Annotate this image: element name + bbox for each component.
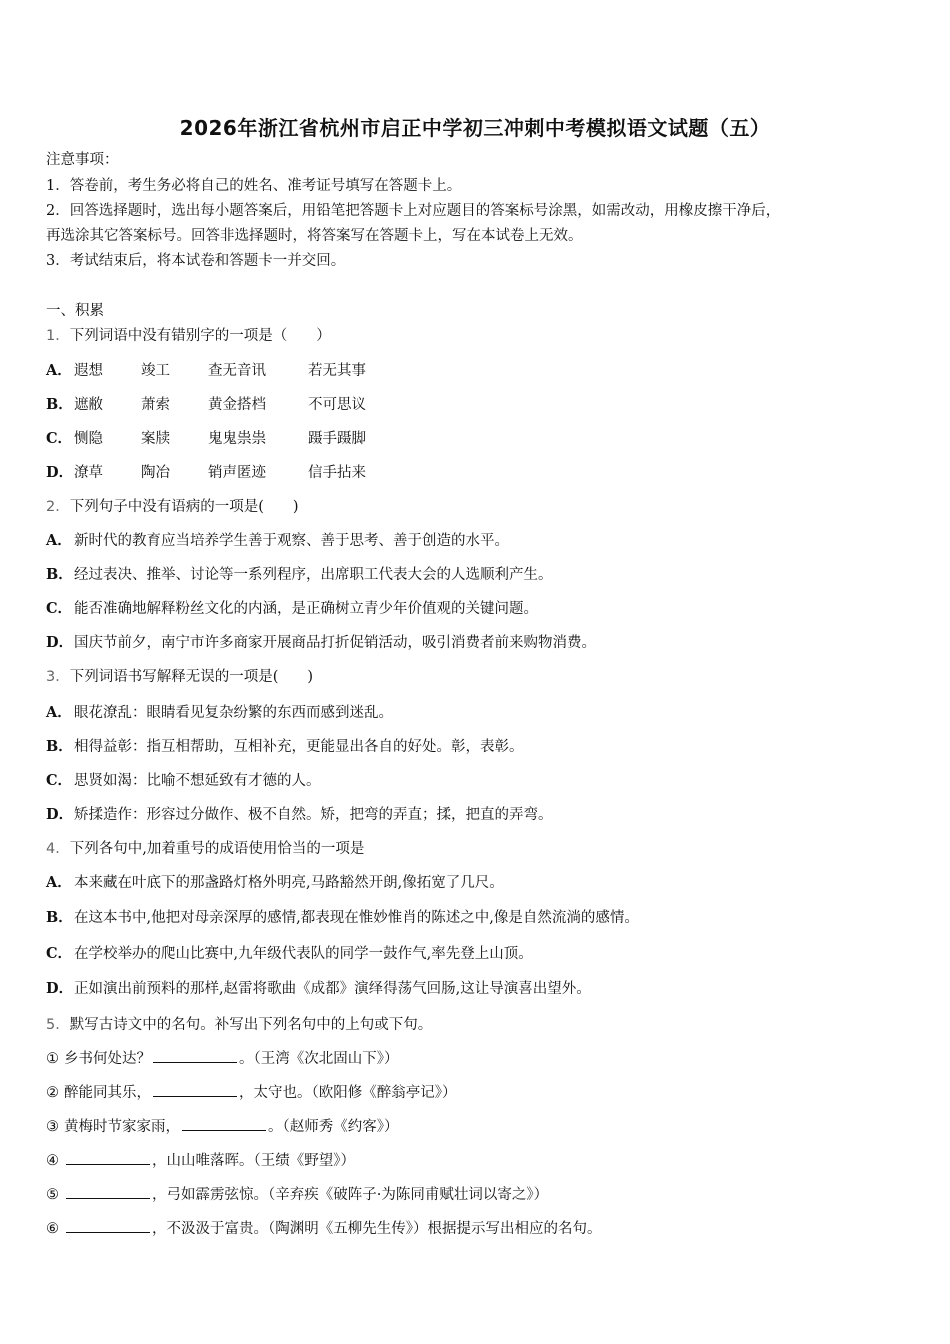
option-text: 眼花潦乱：眼睛看见复杂纷繁的东西而感到迷乱。 [74, 705, 393, 721]
option-word: 若无其事 [308, 363, 366, 379]
item-before: 黄梅时节家家雨， [64, 1119, 180, 1135]
option-letter: C． [46, 600, 73, 617]
option-word: 遮敝 [74, 397, 103, 413]
option-word: 鬼鬼祟祟 [208, 431, 266, 447]
section-heading: 一、积累 [46, 303, 104, 319]
question-1 [46, 326, 906, 346]
option-word: 潦草 [74, 465, 103, 481]
option-letter: C． [46, 772, 73, 789]
item-marker: ⑤ [46, 1187, 59, 1203]
option-text: 思贤如渴：比喻不想延致有才德的人。 [74, 773, 321, 789]
q3-option-a [46, 703, 906, 723]
q5-item-1 [46, 1048, 906, 1069]
option-word: 黄金搭档 [208, 397, 266, 413]
option-text: 国庆节前夕，南宁市许多商家开展商品打折促销活动，吸引消费者前来购物消费。 [74, 635, 596, 651]
option-word: 恻隐 [74, 431, 103, 447]
option-letter: A． [46, 704, 72, 721]
answer-blank[interactable] [66, 1184, 150, 1199]
q1-option-b [46, 395, 906, 415]
option-letter: A． [46, 362, 72, 379]
option-letter: B． [46, 738, 73, 755]
answer-blank[interactable] [153, 1048, 237, 1063]
question-text: 默写古诗文中的名句。补写出下列名句中的上句或下句。 [69, 1017, 433, 1033]
q2-option-b [46, 565, 906, 585]
item-before: 乡书何处达？ [64, 1051, 151, 1067]
q1-option-a [46, 361, 906, 381]
option-word: 遐想 [74, 363, 103, 379]
option-text: 能否准确地解释粉丝文化的内涵，是正确树立青少年价值观的关键问题。 [74, 601, 538, 617]
item-after: ，山山唯落晖。（王绩《野望》） [152, 1153, 355, 1169]
question-5 [46, 1015, 906, 1035]
answer-blank[interactable] [182, 1116, 266, 1131]
option-text: 在学校举办的爬山比赛中,九年级代表队的同学一鼓作气,率先登上山顶。 [74, 946, 533, 962]
notice-item-3: 3．考试结束后，将本试卷和答题卡一并交回。 [46, 253, 346, 269]
q5-item-3 [46, 1116, 906, 1137]
option-letter: C． [46, 945, 73, 962]
item-after: ，太守也。（欧阳修《醉翁亭记》） [239, 1085, 457, 1101]
q4-option-c [46, 944, 906, 964]
option-letter: D． [46, 464, 74, 481]
option-letter: A． [46, 874, 72, 891]
option-letter: D． [46, 980, 74, 997]
option-text: 正如演出前预料的那样,赵雷将歌曲《成都》演绎得荡气回肠,这让导演喜出望外。 [74, 981, 591, 997]
question-number: 3． [46, 669, 70, 685]
option-letter: D． [46, 806, 74, 823]
question-3 [46, 667, 906, 687]
option-letter: B． [46, 909, 73, 926]
q3-option-d [46, 805, 906, 825]
notice-item-2: 2．回答选择题时，选出每小题答案后，用铅笔把答题卡上对应题目的答案标号涂黑，如需改动，用橡皮擦干净后， [46, 203, 781, 219]
q5-item-4 [46, 1150, 906, 1171]
question-number: 2． [46, 499, 70, 515]
notice-item-2-cont: 再选涂其它答案标号。回答非选择题时，将答案写在答题卡上，写在本试卷上无效。 [46, 228, 583, 244]
page-title: 2026年浙江省杭州市启正中学初三冲刺中考模拟语文试题（五） [179, 116, 771, 140]
option-word: 竣工 [141, 363, 170, 379]
answer-blank[interactable] [66, 1150, 150, 1165]
question-number: 1． [46, 328, 70, 344]
option-text: 相得益彰：指互相帮助，互相补充，更能显出各自的好处。彰，表彰。 [74, 739, 524, 755]
option-word: 不可思议 [308, 397, 366, 413]
option-letter: C． [46, 430, 73, 447]
answer-blank[interactable] [66, 1218, 150, 1233]
question-text: 下列词语中没有错别字的一项是（ ） [69, 328, 331, 344]
option-letter: D． [46, 634, 74, 651]
item-after: 。（赵师秀《约客》） [268, 1119, 399, 1135]
option-word: 案牍 [141, 431, 170, 447]
question-text: 下列句子中没有语病的一项是( ) [69, 499, 299, 515]
option-word: 蹑手蹑脚 [308, 431, 366, 447]
item-after: 。（王湾《次北固山下》） [239, 1051, 399, 1067]
question-text: 下列各句中,加着重号的成语使用恰当的一项是 [69, 841, 365, 857]
option-letter: B． [46, 566, 73, 583]
q1-option-d [46, 463, 906, 483]
item-marker: ① [46, 1051, 59, 1067]
q4-option-d [46, 979, 906, 999]
question-text: 下列词语书写解释无误的一项是( ) [69, 669, 314, 685]
q2-option-a [46, 531, 906, 551]
q2-option-c [46, 599, 906, 619]
option-word: 销声匿迹 [208, 465, 266, 481]
q3-option-c [46, 771, 906, 791]
question-number: 4． [46, 841, 70, 857]
q4-option-b [46, 908, 906, 928]
item-marker: ④ [46, 1153, 59, 1169]
q5-item-2 [46, 1082, 906, 1103]
option-text: 新时代的教育应当培养学生善于观察、善于思考、善于创造的水平。 [74, 533, 509, 549]
option-text: 经过表决、推举、讨论等一系列程序，出席职工代表大会的人选顺利产生。 [74, 567, 553, 583]
option-text: 本来藏在叶底下的那盏路灯格外明亮,马路豁然开朗,像拓宽了几尺。 [74, 875, 504, 891]
option-word: 查无音讯 [208, 363, 266, 379]
option-letter: B． [46, 396, 73, 413]
option-word: 陶冶 [141, 465, 170, 481]
item-marker: ② [46, 1085, 59, 1101]
option-word: 信手拈来 [308, 465, 366, 481]
q4-option-a [46, 873, 906, 893]
item-after: ，弓如霹雳弦惊。（辛弃疾《破阵子·为陈同甫赋壮词以寄之》） [152, 1187, 549, 1203]
q3-option-b [46, 737, 906, 757]
item-before: 醉能同其乐， [64, 1085, 151, 1101]
notice-item-1: 1．答卷前，考生务必将自己的姓名、准考证号填写在答题卡上。 [46, 178, 462, 194]
q5-item-6 [46, 1218, 906, 1239]
item-after: ，不汲汲于富贵。（陶渊明《五柳先生传》）根据提示写出相应的名句。 [152, 1221, 602, 1237]
item-marker: ③ [46, 1119, 59, 1135]
option-text: 矫揉造作：形容过分做作、极不自然。矫，把弯的弄直；揉，把直的弄弯。 [74, 807, 553, 823]
option-word: 萧索 [141, 397, 170, 413]
item-marker: ⑥ [46, 1221, 59, 1237]
option-text: 在这本书中,他把对母亲深厚的感情,都表现在惟妙惟肖的陈述之中,像是自然流淌的感情。 [74, 910, 639, 926]
question-2 [46, 497, 906, 517]
notice-heading: 注意事项： [46, 152, 119, 168]
question-number: 5． [46, 1017, 70, 1033]
question-4 [46, 839, 906, 859]
q2-option-d [46, 633, 906, 653]
q5-item-5 [46, 1184, 906, 1205]
option-letter: A． [46, 532, 72, 549]
answer-blank[interactable] [153, 1082, 237, 1097]
q1-option-c [46, 429, 906, 449]
